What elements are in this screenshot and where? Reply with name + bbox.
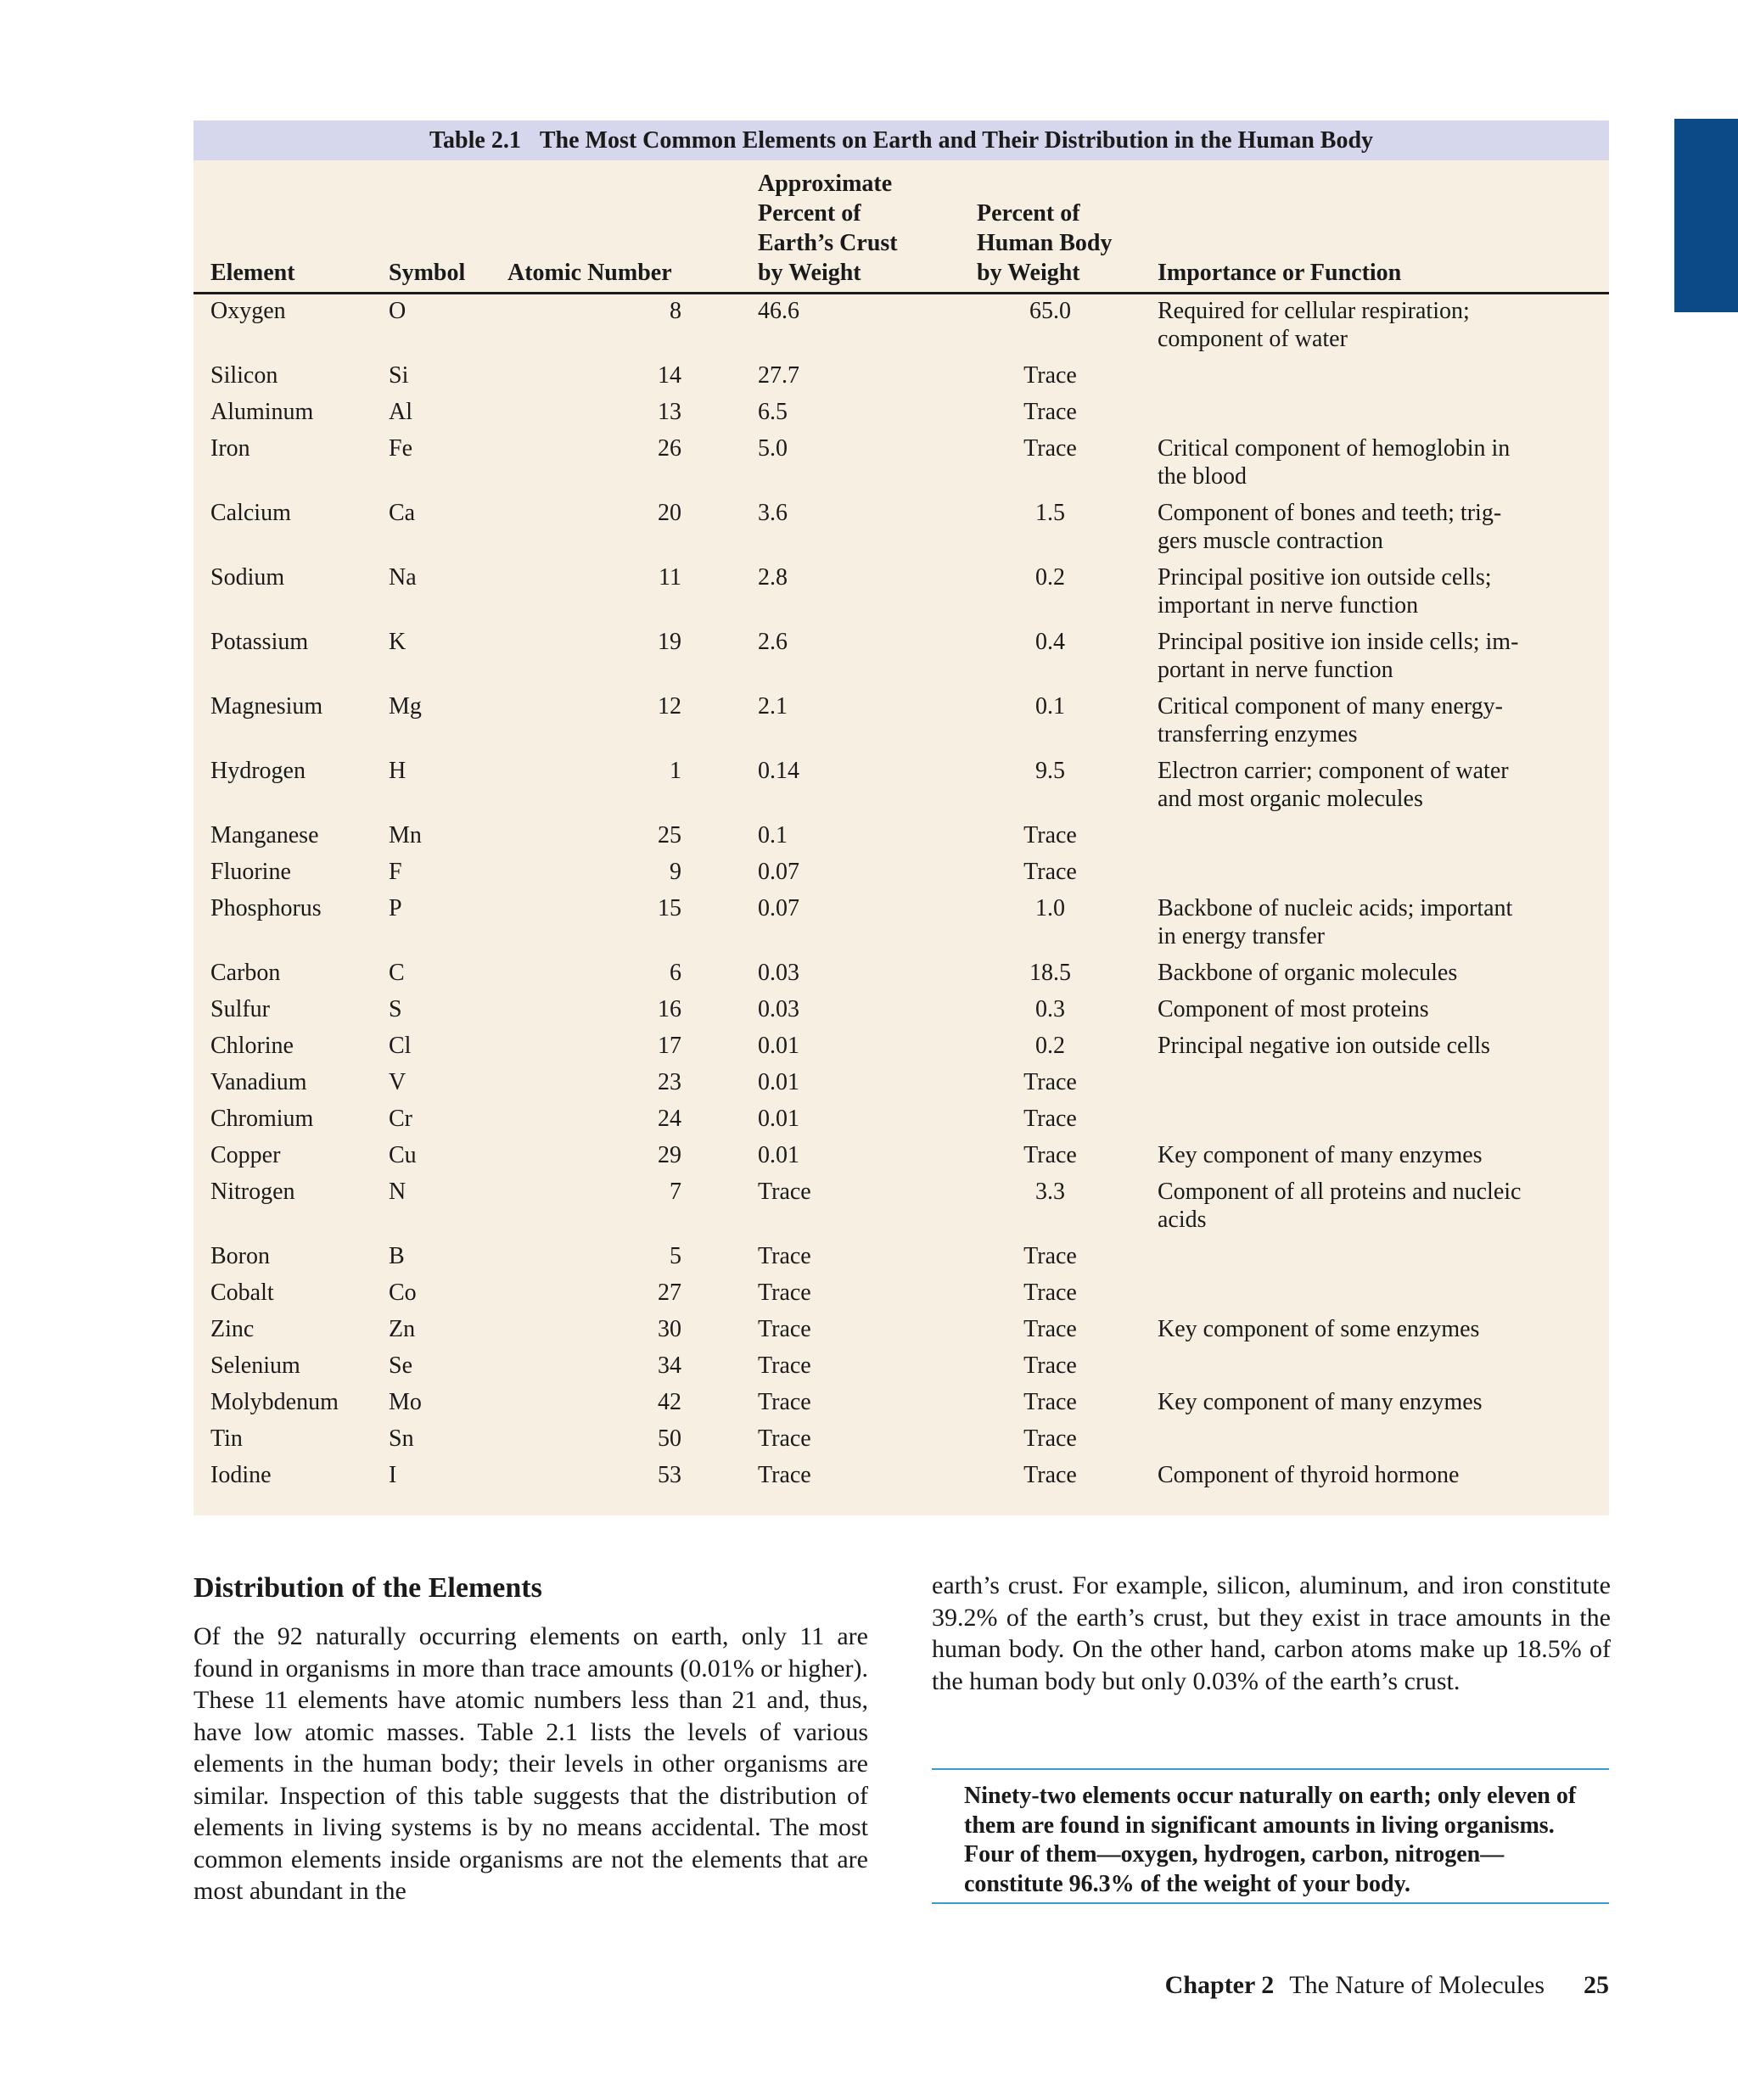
cell-atomic-number: 7 xyxy=(670,1179,681,1205)
cell-function xyxy=(1158,499,1609,563)
left-column xyxy=(193,1570,868,1907)
cell-body-percent: Trace xyxy=(1023,1316,1077,1342)
table-number: Table 2.1 xyxy=(429,127,521,154)
cell-crust-percent: 2.6 xyxy=(758,629,788,655)
cell-atomic-number: 25 xyxy=(658,822,681,848)
cell-body-percent: 0.1 xyxy=(1035,693,1065,720)
function-line: component of water xyxy=(1158,326,1348,352)
header-body: Percent of Human Body by Weight xyxy=(977,160,1158,294)
cell-crust-percent: Trace xyxy=(758,1462,811,1488)
table-row xyxy=(193,959,1609,995)
cell-element: Chromium xyxy=(210,1106,314,1132)
table-row xyxy=(193,1141,1609,1178)
cell-function xyxy=(1158,294,1609,362)
cell-function xyxy=(1158,398,1609,434)
cell-atomic-number: 11 xyxy=(659,564,681,591)
page-number: 25 xyxy=(1584,1971,1609,1999)
cell-body-percent: Trace xyxy=(1023,1069,1077,1095)
cell-element: Nitrogen xyxy=(210,1179,295,1205)
cell-element: Carbon xyxy=(210,960,281,986)
page-footer xyxy=(1165,1970,1609,2001)
footer-title: The Nature of Molecules xyxy=(1289,1971,1545,1999)
cell-function xyxy=(1158,1242,1609,1279)
cell-atomic-number: 8 xyxy=(670,298,681,324)
cell-element: Sulfur xyxy=(210,996,270,1022)
cell-element: Boron xyxy=(210,1243,270,1269)
cell-element: Manganese xyxy=(210,822,319,848)
cell-crust-percent: 46.6 xyxy=(758,298,799,324)
cell-symbol: B xyxy=(389,1243,405,1269)
function-line: Critical component of many energy- xyxy=(1158,693,1503,720)
cell-element: Hydrogen xyxy=(210,758,306,784)
cell-symbol: Mo xyxy=(389,1389,422,1415)
table-row xyxy=(193,894,1609,959)
cell-atomic-number: 34 xyxy=(658,1352,681,1379)
cell-function xyxy=(1158,1315,1609,1352)
function-line: Component of bones and teeth; trig- xyxy=(1158,500,1502,526)
table-header-row xyxy=(193,160,1609,294)
cell-symbol: Cu xyxy=(389,1142,417,1168)
cell-crust-percent: 6.5 xyxy=(758,399,788,425)
cell-crust-percent: 27.7 xyxy=(758,362,799,389)
cell-crust-percent: 2.1 xyxy=(758,693,788,720)
table-row xyxy=(193,1388,1609,1425)
table-row xyxy=(193,1068,1609,1105)
function-line: and most organic molecules xyxy=(1158,786,1423,812)
cell-symbol: Mn xyxy=(389,822,422,848)
cell-body-percent: 1.0 xyxy=(1035,895,1065,921)
cell-function xyxy=(1158,1105,1609,1141)
cell-crust-percent: 0.07 xyxy=(758,895,799,921)
cell-function xyxy=(1158,1461,1609,1498)
table-caption xyxy=(193,120,1609,160)
function-line: portant in nerve function xyxy=(1158,657,1393,683)
cell-element: Chlorine xyxy=(210,1033,294,1059)
cell-crust-percent: Trace xyxy=(758,1316,811,1342)
cell-symbol: Co xyxy=(389,1280,417,1306)
elements-table xyxy=(193,120,1609,1515)
cell-function xyxy=(1158,995,1609,1032)
function-line: Key component of many enzymes xyxy=(1158,1389,1483,1415)
cell-atomic-number: 1 xyxy=(670,758,681,784)
function-line: Principal positive ion outside cells; xyxy=(1158,564,1492,591)
cell-function xyxy=(1158,628,1609,692)
cell-atomic-number: 30 xyxy=(658,1316,681,1342)
cell-symbol: I xyxy=(389,1462,397,1488)
cell-function xyxy=(1158,1352,1609,1388)
cell-atomic-number: 27 xyxy=(658,1280,681,1306)
cell-function xyxy=(1158,1279,1609,1315)
cell-body-percent: 9.5 xyxy=(1035,758,1065,784)
cell-symbol: P xyxy=(389,895,402,921)
cell-atomic-number: 15 xyxy=(658,895,681,921)
function-line: Component of all proteins and nucleic xyxy=(1158,1179,1522,1205)
cell-body-percent: 3.3 xyxy=(1035,1179,1065,1205)
cell-function xyxy=(1158,821,1609,858)
cell-crust-percent: Trace xyxy=(758,1243,811,1269)
cell-body-percent: Trace xyxy=(1023,1462,1077,1488)
cell-crust-percent: 0.01 xyxy=(758,1069,799,1095)
cell-function xyxy=(1158,1141,1609,1178)
cell-function xyxy=(1158,361,1609,398)
cell-crust-percent: 0.03 xyxy=(758,960,799,986)
cell-symbol: Al xyxy=(389,399,412,425)
cell-crust-percent: Trace xyxy=(758,1352,811,1379)
cell-atomic-number: 9 xyxy=(670,859,681,885)
function-line: Principal negative ion outside cells xyxy=(1158,1033,1490,1059)
table-row xyxy=(193,398,1609,434)
cell-body-percent: Trace xyxy=(1023,822,1077,848)
cell-crust-percent: 0.01 xyxy=(758,1106,799,1132)
cell-symbol: O xyxy=(389,298,406,324)
cell-symbol: Ca xyxy=(389,500,416,526)
table-row xyxy=(193,628,1609,692)
cell-element: Fluorine xyxy=(210,859,291,885)
cell-atomic-number: 6 xyxy=(670,960,681,986)
cell-atomic-number: 50 xyxy=(658,1425,681,1452)
table-row xyxy=(193,1279,1609,1315)
cell-symbol: Fe xyxy=(389,435,412,462)
cell-element: Aluminum xyxy=(210,399,314,425)
cell-element: Calcium xyxy=(210,500,291,526)
cell-body-percent: 0.2 xyxy=(1035,1033,1065,1059)
table-row xyxy=(193,757,1609,821)
cell-element: Potassium xyxy=(210,629,309,655)
cell-atomic-number: 29 xyxy=(658,1142,681,1168)
cell-crust-percent: 0.01 xyxy=(758,1033,799,1059)
function-line: the blood xyxy=(1158,463,1247,490)
cell-element: Vanadium xyxy=(210,1069,307,1095)
chapter-tab-marker xyxy=(1674,119,1738,312)
table-row xyxy=(193,1425,1609,1461)
function-line: Backbone of nucleic acids; important xyxy=(1158,895,1513,921)
cell-atomic-number: 53 xyxy=(658,1462,681,1488)
cell-element: Iodine xyxy=(210,1462,272,1488)
cell-body-percent: Trace xyxy=(1023,1142,1077,1168)
cell-crust-percent: 0.07 xyxy=(758,859,799,885)
function-line: in energy transfer xyxy=(1158,923,1325,949)
table-row xyxy=(193,1352,1609,1388)
cell-body-percent: 0.2 xyxy=(1035,564,1065,591)
right-column xyxy=(932,1570,1611,1697)
footer-chapter: Chapter 2 xyxy=(1164,1971,1275,1999)
function-line: transferring enzymes xyxy=(1158,721,1358,748)
cell-crust-percent: Trace xyxy=(758,1179,811,1205)
cell-function xyxy=(1158,1425,1609,1461)
cell-body-percent: Trace xyxy=(1023,859,1077,885)
body-paragraph-right: earth’s crust. For example, silicon, aluminum, and iron constitute 39.2% of the earth’s crust, but they exist in trace amounts in the human body. On the other hand, carbon atoms make up 18.5% of the human body but only 0.03% of the earth’s crust. xyxy=(932,1571,1611,1695)
cell-crust-percent: 0.1 xyxy=(758,822,788,848)
cell-body-percent: Trace xyxy=(1023,399,1077,425)
cell-atomic-number: 42 xyxy=(658,1389,681,1415)
table-row xyxy=(193,294,1609,362)
cell-element: Zinc xyxy=(210,1316,255,1342)
cell-body-percent: Trace xyxy=(1023,1389,1077,1415)
header-crust: Approximate Percent of Earth’s Crust by Weight xyxy=(758,160,977,294)
cell-function xyxy=(1158,1388,1609,1425)
cell-body-percent: Trace xyxy=(1023,362,1077,389)
cell-function xyxy=(1158,434,1609,499)
cell-body-percent: 0.4 xyxy=(1035,629,1065,655)
cell-symbol: C xyxy=(389,960,405,986)
cell-atomic-number: 5 xyxy=(670,1243,681,1269)
cell-symbol: Mg xyxy=(389,693,422,720)
function-line: Electron carrier; component of water xyxy=(1158,758,1509,784)
cell-atomic-number: 16 xyxy=(658,996,681,1022)
cell-crust-percent: 0.01 xyxy=(758,1142,799,1168)
cell-element: Iron xyxy=(210,435,250,462)
cell-body-percent: 65.0 xyxy=(1029,298,1071,324)
table-title: The Most Common Elements on Earth and Their Distribution in the Human Body xyxy=(539,127,1374,154)
cell-atomic-number: 19 xyxy=(658,629,681,655)
cell-symbol: V xyxy=(389,1069,406,1095)
header-function: Importance or Function xyxy=(1158,160,1609,294)
cell-symbol: Sn xyxy=(389,1425,414,1452)
table-grid xyxy=(193,160,1609,1498)
function-line: Key component of some enzymes xyxy=(1158,1316,1480,1342)
table-row xyxy=(193,563,1609,628)
table-row xyxy=(193,361,1609,398)
summary-callout: Ninety-two elements occur naturally on earth; only eleven of them are found in significant amounts in living organisms. Four of them—oxygen, hydrogen, carbon, nitrogen—constitute 96.3% of the weight of your body. xyxy=(932,1768,1609,1904)
cell-element: Cobalt xyxy=(210,1280,274,1306)
cell-crust-percent: 2.8 xyxy=(758,564,788,591)
table-row xyxy=(193,1105,1609,1141)
function-line: Component of most proteins xyxy=(1158,996,1429,1022)
function-line: gers muscle contraction xyxy=(1158,528,1383,554)
cell-symbol: Cr xyxy=(389,1106,412,1132)
cell-body-percent: Trace xyxy=(1023,1425,1077,1452)
cell-atomic-number: 26 xyxy=(658,435,681,462)
cell-body-percent: Trace xyxy=(1023,1352,1077,1379)
table-row xyxy=(193,1032,1609,1068)
table-row xyxy=(193,1178,1609,1242)
table-row xyxy=(193,858,1609,894)
table-row xyxy=(193,995,1609,1032)
cell-element: Molybdenum xyxy=(210,1389,339,1415)
table-row xyxy=(193,1461,1609,1498)
cell-symbol: K xyxy=(389,629,406,655)
cell-crust-percent: 5.0 xyxy=(758,435,788,462)
cell-symbol: N xyxy=(389,1179,406,1205)
cell-element: Tin xyxy=(210,1425,243,1452)
cell-body-percent: Trace xyxy=(1023,1243,1077,1269)
cell-symbol: Zn xyxy=(389,1316,416,1342)
cell-atomic-number: 13 xyxy=(658,399,681,425)
cell-body-percent: 1.5 xyxy=(1035,500,1065,526)
table-body xyxy=(193,294,1609,1498)
cell-function xyxy=(1158,692,1609,757)
cell-symbol: F xyxy=(389,859,402,885)
table-row xyxy=(193,499,1609,563)
cell-symbol: Cl xyxy=(389,1033,412,1059)
function-line: important in nerve function xyxy=(1158,592,1419,619)
header-element: Element xyxy=(193,160,389,294)
cell-function xyxy=(1158,959,1609,995)
cell-symbol: Si xyxy=(389,362,409,389)
table-row xyxy=(193,821,1609,858)
cell-function xyxy=(1158,757,1609,821)
cell-function xyxy=(1158,858,1609,894)
cell-element: Magnesium xyxy=(210,693,323,720)
cell-body-percent: Trace xyxy=(1023,435,1077,462)
cell-body-percent: Trace xyxy=(1023,1280,1077,1306)
cell-atomic-number: 12 xyxy=(658,693,681,720)
function-line: Critical component of hemoglobin in xyxy=(1158,435,1511,462)
cell-atomic-number: 14 xyxy=(658,362,681,389)
cell-function xyxy=(1158,1068,1609,1105)
cell-symbol: Na xyxy=(389,564,417,591)
cell-function xyxy=(1158,563,1609,628)
function-line: Principal positive ion inside cells; im- xyxy=(1158,629,1519,655)
cell-function xyxy=(1158,1178,1609,1242)
function-line: Component of thyroid hormone xyxy=(1158,1462,1460,1488)
header-symbol: Symbol xyxy=(389,160,507,294)
cell-crust-percent: Trace xyxy=(758,1389,811,1415)
cell-element: Selenium xyxy=(210,1352,300,1379)
cell-element: Silicon xyxy=(210,362,278,389)
cell-crust-percent: 0.14 xyxy=(758,758,799,784)
function-line: Required for cellular respiration; xyxy=(1158,298,1470,324)
cell-function xyxy=(1158,1032,1609,1068)
function-line: Key component of many enzymes xyxy=(1158,1142,1483,1168)
cell-element: Sodium xyxy=(210,564,285,591)
cell-element: Oxygen xyxy=(210,298,286,324)
cell-crust-percent: Trace xyxy=(758,1280,811,1306)
cell-atomic-number: 17 xyxy=(658,1033,681,1059)
function-line: acids xyxy=(1158,1207,1207,1233)
cell-atomic-number: 20 xyxy=(658,500,681,526)
cell-atomic-number: 24 xyxy=(658,1106,681,1132)
table-row xyxy=(193,692,1609,757)
table-row xyxy=(193,434,1609,499)
header-atomic-number: Atomic Number xyxy=(507,160,758,294)
cell-body-percent: 0.3 xyxy=(1035,996,1065,1022)
cell-function xyxy=(1158,894,1609,959)
cell-crust-percent: 3.6 xyxy=(758,500,788,526)
cell-body-percent: Trace xyxy=(1023,1106,1077,1132)
cell-symbol: S xyxy=(389,996,402,1022)
cell-crust-percent: Trace xyxy=(758,1425,811,1452)
cell-crust-percent: 0.03 xyxy=(758,996,799,1022)
cell-atomic-number: 23 xyxy=(658,1069,681,1095)
cell-element: Copper xyxy=(210,1142,281,1168)
table-row xyxy=(193,1242,1609,1279)
table-row xyxy=(193,1315,1609,1352)
cell-symbol: Se xyxy=(389,1352,412,1379)
function-line: Backbone of organic molecules xyxy=(1158,960,1458,986)
section-title: Distribution of the Elements xyxy=(193,1572,542,1604)
body-paragraph-left: Of the 92 naturally occurring elements on earth, only 11 are found in organisms in more than trace amounts (0.01% or higher). These 11 elements have atomic numbers less than 21 and, thus, have low atomic masses. Table 2.1 lists the levels of various elements in the human body; their levels in other organisms are similar. Inspection of this table suggests that the distribution of elements in living systems is by no means accidental. The most common elements inside organisms are not the elements that are most abundant in the xyxy=(193,1622,868,1905)
cell-symbol: H xyxy=(389,758,406,784)
cell-body-percent: 18.5 xyxy=(1029,960,1071,986)
cell-element: Phosphorus xyxy=(210,895,322,921)
